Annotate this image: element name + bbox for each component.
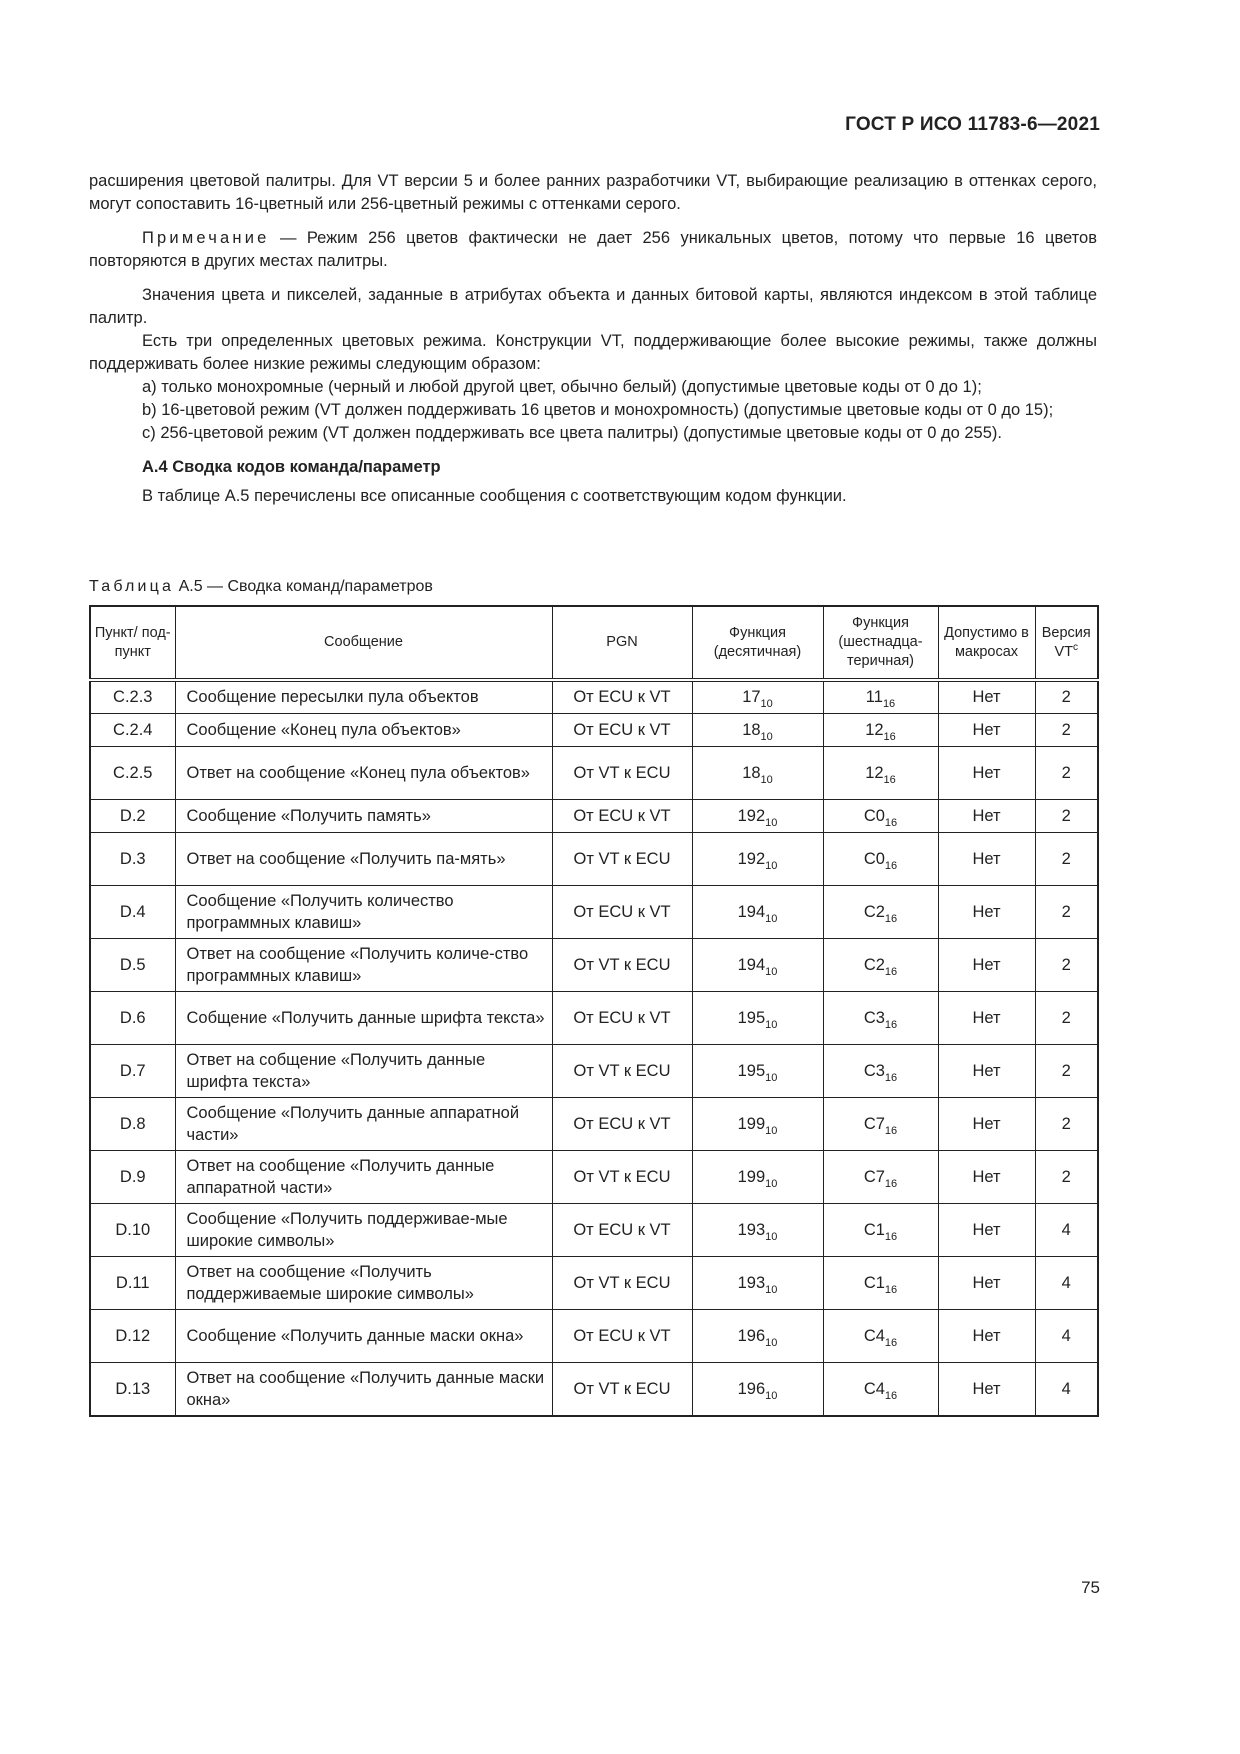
func-dec-base: 10 bbox=[765, 965, 778, 978]
func-hex-value: C0 bbox=[863, 806, 885, 825]
cell-message: Ответ на сообщение «Получить количе-ство программных клавиш» bbox=[175, 938, 552, 991]
func-hex-value: C1 bbox=[863, 1273, 885, 1292]
func-dec-base: 10 bbox=[765, 1018, 778, 1031]
table-row bbox=[90, 746, 1098, 799]
cell-pgn: От ECU к VT bbox=[552, 799, 692, 832]
cell-item: D.7 bbox=[90, 1044, 175, 1097]
table-row bbox=[90, 832, 1098, 885]
cell-pgn: От ECU к VT bbox=[552, 713, 692, 746]
cell-func-hex bbox=[823, 799, 938, 832]
func-dec-value: 199 bbox=[737, 1114, 766, 1133]
cell-macro: Нет bbox=[938, 991, 1035, 1044]
cell-pgn: От VT к ECU bbox=[552, 746, 692, 799]
table-header-row bbox=[90, 606, 1098, 680]
cell-version: 4 bbox=[1035, 1362, 1098, 1416]
cell-macro: Нет bbox=[938, 1256, 1035, 1309]
cell-pgn: От VT к ECU bbox=[552, 832, 692, 885]
func-hex-base: 16 bbox=[884, 1336, 898, 1349]
func-dec-base: 10 bbox=[765, 816, 778, 829]
cell-item: D.13 bbox=[90, 1362, 175, 1416]
cell-version: 4 bbox=[1035, 1203, 1098, 1256]
cell-item: D.11 bbox=[90, 1256, 175, 1309]
cell-version: 2 bbox=[1035, 713, 1098, 746]
cell-version: 2 bbox=[1035, 799, 1098, 832]
cell-pgn: От ECU к VT bbox=[552, 680, 692, 713]
func-dec-base: 10 bbox=[765, 1230, 778, 1243]
page-number: 75 bbox=[1081, 1578, 1100, 1597]
func-hex-base: 16 bbox=[883, 730, 896, 743]
cell-macro: Нет bbox=[938, 1150, 1035, 1203]
func-hex-base: 16 bbox=[884, 912, 898, 925]
cell-macro: Нет bbox=[938, 1044, 1035, 1097]
cell-macro: Нет bbox=[938, 713, 1035, 746]
cell-func-dec bbox=[692, 991, 823, 1044]
func-hex-value: C1 bbox=[863, 1220, 885, 1239]
cell-pgn: От ECU к VT bbox=[552, 1203, 692, 1256]
table-caption-text: А.5 — Сводка команд/параметров bbox=[174, 578, 433, 595]
func-dec-base: 10 bbox=[760, 698, 773, 711]
list-item-a: a) только монохромные (черный и любой другой цвет, обычно белый) (допустимые цветовые коды от 0 до 1); bbox=[142, 378, 982, 396]
cell-message: Сообщение «Получить поддерживае-мые широкие символы» bbox=[175, 1203, 552, 1256]
func-dec-value: 18 bbox=[742, 763, 761, 782]
func-dec-value: 196 bbox=[737, 1326, 766, 1345]
cell-item: D.9 bbox=[90, 1150, 175, 1203]
func-dec-base: 10 bbox=[760, 730, 773, 743]
table-caption bbox=[89, 578, 433, 596]
cell-macro: Нет bbox=[938, 1362, 1035, 1416]
cell-message: Ответ на сообщение «Получить данные аппаратной части» bbox=[175, 1150, 552, 1203]
cell-func-hex bbox=[823, 1362, 938, 1416]
func-dec-base: 10 bbox=[765, 1336, 778, 1349]
cell-func-dec bbox=[692, 1256, 823, 1309]
note-text: — Режим 256 цветов фактически не дает 256 уникальных цветов, потому что первые 16 цветов повторяются в других местах палитры. bbox=[89, 229, 1097, 270]
cell-item: C.2.3 bbox=[90, 680, 175, 713]
table-row bbox=[90, 1256, 1098, 1309]
cell-message: Сообщение «Получить данные маски окна» bbox=[175, 1309, 552, 1362]
table-row bbox=[90, 1203, 1098, 1256]
note-paragraph bbox=[89, 227, 1097, 273]
cell-func-hex bbox=[823, 832, 938, 885]
func-hex-base: 16 bbox=[883, 773, 896, 786]
cell-item: C.2.5 bbox=[90, 746, 175, 799]
cell-item: D.5 bbox=[90, 938, 175, 991]
cell-func-hex bbox=[823, 680, 938, 713]
func-dec-value: 195 bbox=[737, 1061, 766, 1080]
cell-item: D.2 bbox=[90, 799, 175, 832]
cell-item: C.2.4 bbox=[90, 713, 175, 746]
paragraph-palette-extension: расширения цветовой палитры. Для VT версии 5 и более ранних разработчики VT, выбирающие реализацию в оттенках серого, могут сопоставить 16-цветный или 256-цветный режимы с оттенками серого. bbox=[89, 172, 1097, 213]
cell-func-dec bbox=[692, 1362, 823, 1416]
list-item-b: b) 16-цветовой режим (VT должен поддерживать 16 цветов и монохромность) (допустимые цветовые коды от 0 до 15); bbox=[142, 401, 1054, 419]
cell-version: 2 bbox=[1035, 746, 1098, 799]
func-hex-base: 16 bbox=[884, 1177, 898, 1190]
cell-func-dec bbox=[692, 885, 823, 938]
func-hex-value: C2 bbox=[863, 955, 885, 974]
note-label: Примечание bbox=[142, 229, 270, 247]
func-hex-value: C4 bbox=[863, 1379, 885, 1398]
func-dec-base: 10 bbox=[765, 1283, 778, 1296]
func-dec-value: 196 bbox=[737, 1379, 766, 1398]
header-version: Версия $VT^c$ bbox=[1035, 606, 1098, 680]
cell-func-hex bbox=[823, 885, 938, 938]
func-dec-base: 10 bbox=[765, 1124, 778, 1137]
header-pgn: PGN bbox=[552, 606, 692, 680]
func-dec-base: 10 bbox=[765, 1071, 778, 1084]
func-hex-value: C3 bbox=[863, 1008, 885, 1027]
cell-message: Собщение «Получить данные шрифта текста» bbox=[175, 991, 552, 1044]
paragraph-color-values: Значения цвета и пикселей, заданные в атрибутах объекта и данных битовой карты, являются индексом в этой таблице палитр. bbox=[89, 286, 1097, 327]
document-header: ГОСТ Р ИСО 11783-6—2021 bbox=[845, 114, 1100, 135]
header-func-dec: Функция (десятичная) bbox=[692, 606, 823, 680]
func-hex-value: 12 bbox=[865, 763, 884, 782]
cell-pgn: От VT к ECU bbox=[552, 1256, 692, 1309]
func-hex-base: 16 bbox=[884, 1230, 898, 1243]
cell-item: D.3 bbox=[90, 832, 175, 885]
func-hex-value: C0 bbox=[863, 849, 885, 868]
cell-macro: Нет bbox=[938, 799, 1035, 832]
func-hex-value: C3 bbox=[863, 1061, 885, 1080]
header-macro: Допустимо в макросах bbox=[938, 606, 1035, 680]
func-hex-base: 16 bbox=[884, 1283, 898, 1296]
func-dec-base: 10 bbox=[765, 1389, 778, 1402]
cell-macro: Нет bbox=[938, 938, 1035, 991]
cell-message: Сообщение «Получить данные аппаратной части» bbox=[175, 1097, 552, 1150]
func-hex-base: 16 bbox=[882, 698, 896, 711]
cell-func-hex bbox=[823, 1203, 938, 1256]
func-hex-value: 11 bbox=[865, 688, 883, 707]
func-hex-base: 16 bbox=[884, 1018, 898, 1031]
cell-func-dec bbox=[692, 713, 823, 746]
paragraph-color-modes: Есть три определенных цветовых режима. Конструкции VT, поддерживающие более высокие режимы, также должны поддерживать более низкие режимы следующим образом: bbox=[89, 332, 1097, 373]
func-hex-value: 12 bbox=[865, 720, 884, 739]
header-message: Сообщение bbox=[175, 606, 552, 680]
cell-message: Сообщение «Получить память» bbox=[175, 799, 552, 832]
cell-version: 4 bbox=[1035, 1309, 1098, 1362]
cell-func-hex bbox=[823, 746, 938, 799]
table-row bbox=[90, 991, 1098, 1044]
table-row bbox=[90, 938, 1098, 991]
func-dec-value: 193 bbox=[737, 1273, 766, 1292]
func-dec-base: 10 bbox=[760, 773, 773, 786]
func-hex-value: C7 bbox=[863, 1114, 885, 1133]
func-dec-value: 195 bbox=[737, 1008, 766, 1027]
func-dec-value: 18 bbox=[742, 720, 761, 739]
func-hex-base: 16 bbox=[884, 816, 898, 829]
func-dec-value: 17 bbox=[742, 688, 761, 707]
cell-func-hex bbox=[823, 713, 938, 746]
cell-func-hex bbox=[823, 1309, 938, 1362]
cell-func-dec bbox=[692, 1097, 823, 1150]
cell-func-hex bbox=[823, 1150, 938, 1203]
table-row bbox=[90, 1150, 1098, 1203]
cell-func-hex bbox=[823, 1044, 938, 1097]
cell-func-dec bbox=[692, 1150, 823, 1203]
cell-func-hex bbox=[823, 1097, 938, 1150]
func-dec-base: 10 bbox=[765, 912, 778, 925]
table-caption-label: Таблица bbox=[89, 578, 175, 595]
cell-version: 2 bbox=[1035, 680, 1098, 713]
cell-func-hex bbox=[823, 1256, 938, 1309]
body-text bbox=[89, 170, 1097, 508]
cell-version: 2 bbox=[1035, 991, 1098, 1044]
func-dec-base: 10 bbox=[765, 1177, 778, 1190]
cell-macro: Нет bbox=[938, 1203, 1035, 1256]
cell-message: Ответ на сообщение «Конец пула объектов» bbox=[175, 746, 552, 799]
header-func-hex: Функция (шестнадца-теричная) bbox=[823, 606, 938, 680]
func-hex-base: 16 bbox=[884, 859, 898, 872]
cell-version: 2 bbox=[1035, 1097, 1098, 1150]
table-row bbox=[90, 1309, 1098, 1362]
func-hex-value: C4 bbox=[863, 1326, 885, 1345]
func-hex-value: C2 bbox=[863, 902, 885, 921]
cell-item: D.6 bbox=[90, 991, 175, 1044]
cell-pgn: От VT к ECU bbox=[552, 938, 692, 991]
cell-pgn: От VT к ECU bbox=[552, 1150, 692, 1203]
cell-func-dec bbox=[692, 938, 823, 991]
cell-message: Сообщение пересылки пула объектов bbox=[175, 680, 552, 713]
cell-macro: Нет bbox=[938, 832, 1035, 885]
commands-table bbox=[89, 605, 1099, 1417]
cell-pgn: От ECU к VT bbox=[552, 1309, 692, 1362]
cell-item: D.10 bbox=[90, 1203, 175, 1256]
cell-macro: Нет bbox=[938, 680, 1035, 713]
cell-message: Сообщение «Получить количество программных клавиш» bbox=[175, 885, 552, 938]
cell-message: Ответ на сообщение «Получить па-мять» bbox=[175, 832, 552, 885]
table-row bbox=[90, 1044, 1098, 1097]
header-version-footnote: c bbox=[1073, 641, 1079, 653]
func-hex-base: 16 bbox=[884, 1389, 898, 1402]
cell-func-dec bbox=[692, 799, 823, 832]
cell-func-hex bbox=[823, 991, 938, 1044]
cell-item: D.4 bbox=[90, 885, 175, 938]
cell-version: 2 bbox=[1035, 832, 1098, 885]
paragraph-table-intro: В таблице А.5 перечислены все описанные сообщения с соответствующим кодом функции. bbox=[142, 487, 847, 505]
func-dec-value: 194 bbox=[737, 955, 766, 974]
func-hex-value: C7 bbox=[863, 1167, 885, 1186]
cell-pgn: От VT к ECU bbox=[552, 1044, 692, 1097]
cell-func-dec bbox=[692, 1203, 823, 1256]
cell-message: Сообщение «Конец пула объектов» bbox=[175, 713, 552, 746]
func-hex-base: 16 bbox=[884, 1124, 898, 1137]
list-item-c: c) 256-цветовой режим (VT должен поддерживать все цвета палитры) (допустимые цветовые коды от 0 до 255). bbox=[142, 424, 1002, 442]
cell-version: 2 bbox=[1035, 938, 1098, 991]
func-dec-value: 194 bbox=[737, 902, 766, 921]
cell-version: 2 bbox=[1035, 1150, 1098, 1203]
func-dec-value: 199 bbox=[737, 1167, 766, 1186]
section-title: А.4 Сводка кодов команда/параметр bbox=[142, 458, 441, 476]
cell-pgn: От ECU к VT bbox=[552, 1097, 692, 1150]
cell-version: 2 bbox=[1035, 1044, 1098, 1097]
cell-pgn: От VT к ECU bbox=[552, 1362, 692, 1416]
cell-func-dec bbox=[692, 832, 823, 885]
cell-version: 4 bbox=[1035, 1256, 1098, 1309]
cell-message: Ответ на собщение «Получить данные шрифта текста» bbox=[175, 1044, 552, 1097]
cell-pgn: От ECU к VT bbox=[552, 991, 692, 1044]
cell-item: D.8 bbox=[90, 1097, 175, 1150]
cell-pgn: От ECU к VT bbox=[552, 885, 692, 938]
cell-item: D.12 bbox=[90, 1309, 175, 1362]
cell-func-dec bbox=[692, 680, 823, 713]
cell-func-hex bbox=[823, 938, 938, 991]
cell-func-dec bbox=[692, 1044, 823, 1097]
cell-message: Ответ на сообщение «Получить данные маски окна» bbox=[175, 1362, 552, 1416]
func-dec-value: 192 bbox=[737, 849, 766, 868]
cell-func-dec bbox=[692, 746, 823, 799]
func-hex-base: 16 bbox=[884, 965, 898, 978]
func-dec-base: 10 bbox=[765, 859, 778, 872]
header-item: Пункт/ под-пункт bbox=[90, 606, 175, 680]
cell-macro: Нет bbox=[938, 1309, 1035, 1362]
cell-message: Ответ на сообщение «Получить поддерживаемые широкие символы» bbox=[175, 1256, 552, 1309]
table-row bbox=[90, 680, 1098, 713]
func-dec-value: 193 bbox=[737, 1220, 766, 1239]
cell-macro: Нет bbox=[938, 885, 1035, 938]
cell-macro: Нет bbox=[938, 746, 1035, 799]
func-dec-value: 192 bbox=[737, 806, 766, 825]
table-row bbox=[90, 1362, 1098, 1416]
cell-func-dec bbox=[692, 1309, 823, 1362]
cell-macro: Нет bbox=[938, 1097, 1035, 1150]
table-row bbox=[90, 885, 1098, 938]
table-row bbox=[90, 799, 1098, 832]
table-row bbox=[90, 713, 1098, 746]
table-row bbox=[90, 1097, 1098, 1150]
func-hex-base: 16 bbox=[884, 1071, 898, 1084]
cell-version: 2 bbox=[1035, 885, 1098, 938]
